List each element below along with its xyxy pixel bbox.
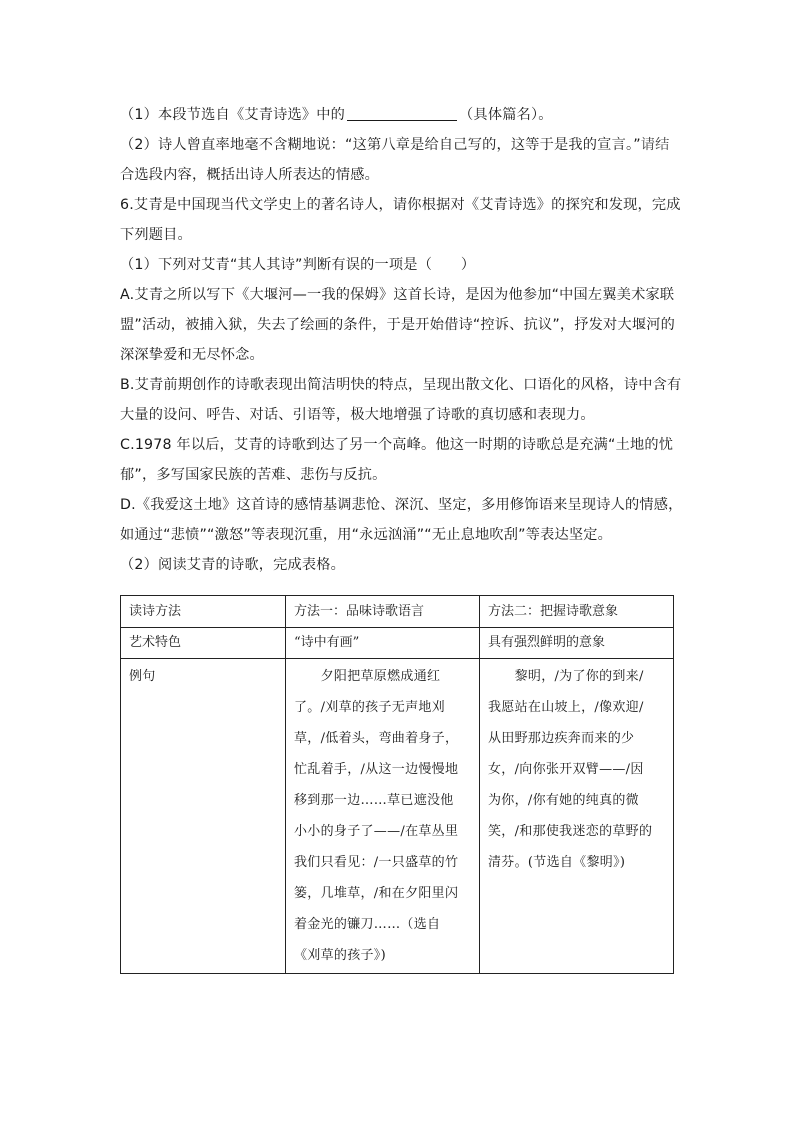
q6-2-line: （2）阅读艾青的诗歌，完成表格。 <box>120 557 346 573</box>
poem-line: 我愿站在山坡上，/像欢迎/ <box>488 700 644 715</box>
q1-line <box>120 100 675 130</box>
poem-line: 篓，几堆草，/和在夕阳里闪 <box>294 886 459 901</box>
text-line: 如通过“悲愤”“激怒”等表现沉重，用“永远汹涌”“无止息地吹刮”等表达坚定。 <box>120 527 613 543</box>
q6-1-line: （1）下列对艾青“其人其诗”判断有误的一项是（ ） <box>120 257 476 273</box>
poem-line: 移到那一边……草已遮没他 <box>294 793 454 808</box>
poem-line: 从田野那边疾奔而来的少 <box>488 731 635 746</box>
reading-method-table <box>120 595 674 974</box>
poem-line: 小小的身子了——/在草丛里 <box>294 824 459 839</box>
table-cell: 艺术特色 <box>121 628 286 659</box>
text-line: 下列题目。 <box>120 227 192 243</box>
text-line: 大量的设问、呼告、对话、引语等，极大地增强了诗歌的真切感和表现力。 <box>120 407 595 423</box>
question-text <box>120 100 683 580</box>
q6-stem-line: 6.艾青是中国现当代文学史上的著名诗人，请你根据对《艾青诗选》的探究和发现，完成 <box>120 197 681 213</box>
poem-line: 为你，/你有她的纯真的微 <box>488 793 639 808</box>
table-cell: 具有强烈鲜明的意象 <box>480 628 674 659</box>
text-line: 合选段内容，概括出诗人所表达的情感。 <box>120 167 379 183</box>
poem-line: 夕阳把草原燃成通红 <box>294 669 441 684</box>
q2-text: （2）诗人曾直率地毫不含糊地说：“这第八章是给自己写的，这等于是我的宣言。” <box>120 137 641 153</box>
poem-line: 了。/刈草的孩子无声地刈 <box>294 700 445 715</box>
option-a-line: A.艾青之所以写下《大堰河—一我的保姆》这首长诗，是因为他参加“中国左翼美术家联 <box>120 287 675 303</box>
poem-line: 草，/低着头，弯曲着身子， <box>294 731 459 746</box>
poem-line: 我们只看见：/一只盛草的竹 <box>294 855 459 870</box>
table-cell: 读诗方法 <box>121 596 286 628</box>
answer-blank[interactable] <box>347 103 457 121</box>
table-header-row <box>121 596 674 628</box>
option-c-line: C.1978 年以后，艾青的诗歌到达了另一个高峰。他这一时期的诗歌总是充满“土地的忧 <box>120 437 674 453</box>
option-d-line: D.《我爱这土地》这首诗的感情基调悲怆、深沉、坚定，多用修饰语来呈现诗人的情感， <box>120 497 683 513</box>
poem-cell-2 <box>480 659 674 974</box>
q2-line <box>120 130 675 160</box>
table-cell: 方法二：把握诗歌意象 <box>480 596 674 628</box>
poem-line: 《刈草的孩子》) <box>294 948 386 963</box>
table-cell: “诗中有画” <box>286 628 480 659</box>
table-row <box>121 628 674 659</box>
poem-line: 黎明，/为了你的到来/ <box>488 669 644 684</box>
q1-prefix: （1）本段节选自《艾青诗选》中的 <box>120 107 346 123</box>
poem-cell-1 <box>286 659 480 974</box>
text-line: 深深挚爱和无尽怀念。 <box>120 347 264 363</box>
table-row <box>121 659 674 974</box>
text-line: 郁”，多写国家民族的苦难、悲伤与反抗。 <box>120 467 387 483</box>
poem-line: 忙乱着手，/从这一边慢慢地 <box>294 762 459 777</box>
table-cell <box>121 659 286 974</box>
poem-line: 笑，/和那使我迷恋的草野的 <box>488 824 653 839</box>
example-label: 例句 <box>129 669 156 684</box>
option-b-line: B.艾青前期创作的诗歌表现出简洁明快的特点，呈现出散文化、口语化的风格，诗中含有 <box>120 377 682 393</box>
poem-line: 女，/向你张开双臂——/因 <box>488 762 644 777</box>
poem-line: 着金光的镰刀……（选自 <box>294 917 441 932</box>
q1-suffix: （具体篇名）。 <box>459 107 553 123</box>
poem-line: 清芬。(节选自《黎明》) <box>488 855 626 870</box>
table-cell: 方法一：品味诗歌语言 <box>286 596 480 628</box>
text-line: 盟”活动，被捕入狱，失去了绘画的条件，于是开始借诗“控诉、抗议”，抒发对大堰河的 <box>120 317 675 333</box>
q2-tail: 请结 <box>640 137 670 153</box>
